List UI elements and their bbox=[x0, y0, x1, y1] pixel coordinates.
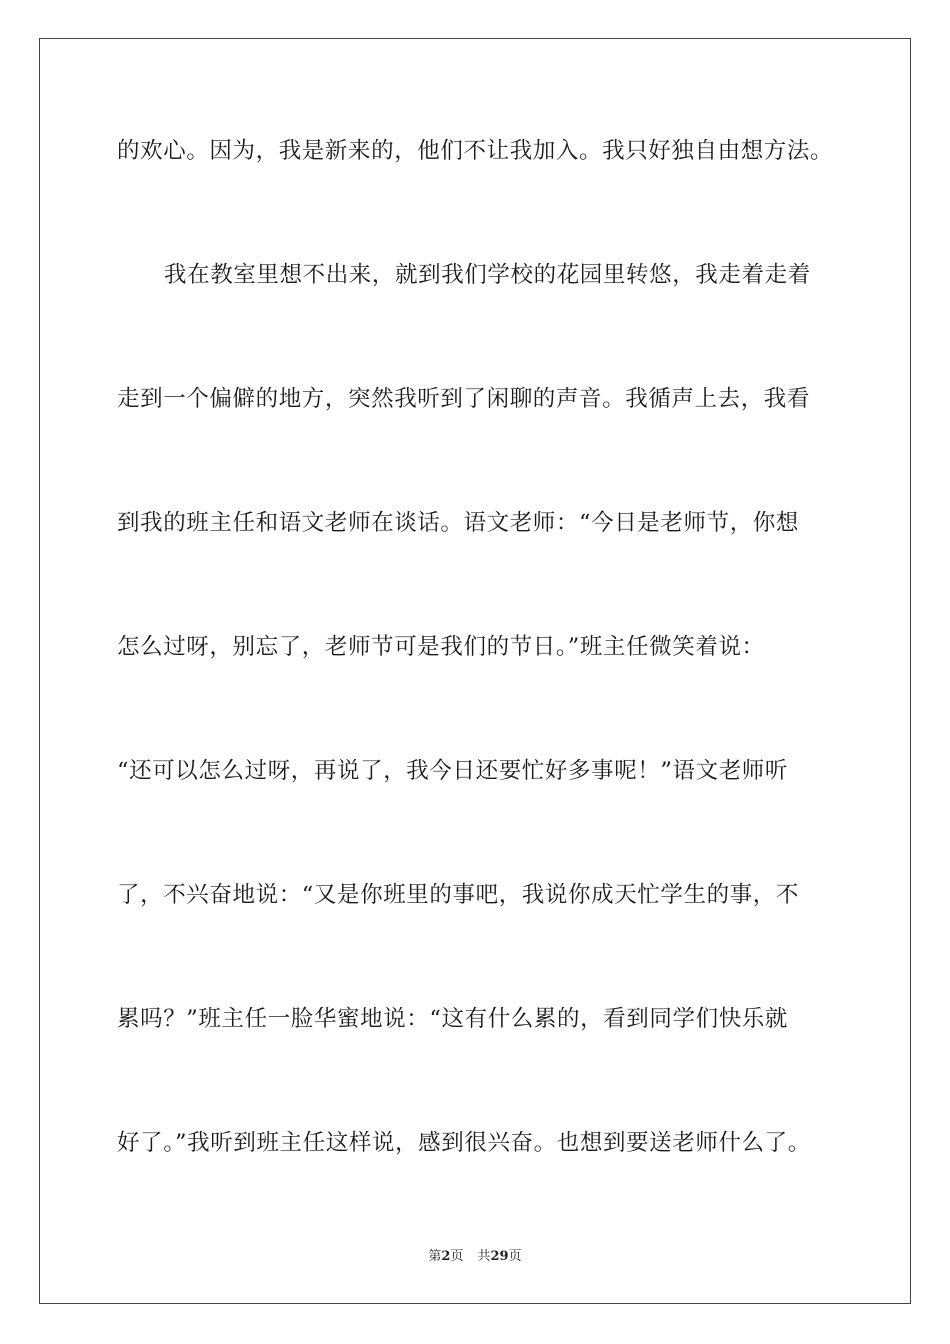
text-line-6: “还可以怎么过呀，再说了，我今日还要忙好多事呢！”语文老师听 bbox=[117, 758, 789, 784]
page-prefix: 第 bbox=[428, 1249, 442, 1264]
total-prefix: 共 bbox=[477, 1249, 491, 1264]
text-line-4: 到我的班主任和语文老师在谈话。语文老师：“今日是老师节，你想 bbox=[117, 510, 800, 536]
page-border bbox=[39, 38, 911, 1304]
page-footer bbox=[0, 1248, 950, 1266]
text-line-3: 走到一个偏僻的地方，突然我听到了闲聊的声音。我循声上去，我看 bbox=[117, 386, 811, 412]
text-line-1: 的欢心。因为，我是新来的，他们不让我加入。我只好独自由想方法。 bbox=[117, 138, 834, 164]
text-line-2: 我在教室里想不出来，就到我们学校的花园里转悠，我走着走着 bbox=[164, 262, 811, 288]
text-line-7: 了，不兴奋地说：“又是你班里的事吧，我说你成天忙学生的事，不 bbox=[117, 882, 800, 908]
page-suffix: 页 bbox=[450, 1249, 464, 1264]
text-line-9: 好了。”我听到班主任这样说，感到很兴奋。也想到要送老师什么了。 bbox=[117, 1130, 811, 1156]
total-suffix: 页 bbox=[508, 1249, 522, 1264]
text-line-5: 怎么过呀，别忘了，老师节可是我们的节日。”班主任微笑着说： bbox=[117, 634, 765, 660]
page-number: 2 bbox=[441, 1249, 451, 1264]
total-pages: 29 bbox=[490, 1249, 509, 1264]
text-line-8: 累吗？”班主任一脸华蜜地说：“这有什么累的，看到同学们快乐就 bbox=[117, 1006, 789, 1032]
